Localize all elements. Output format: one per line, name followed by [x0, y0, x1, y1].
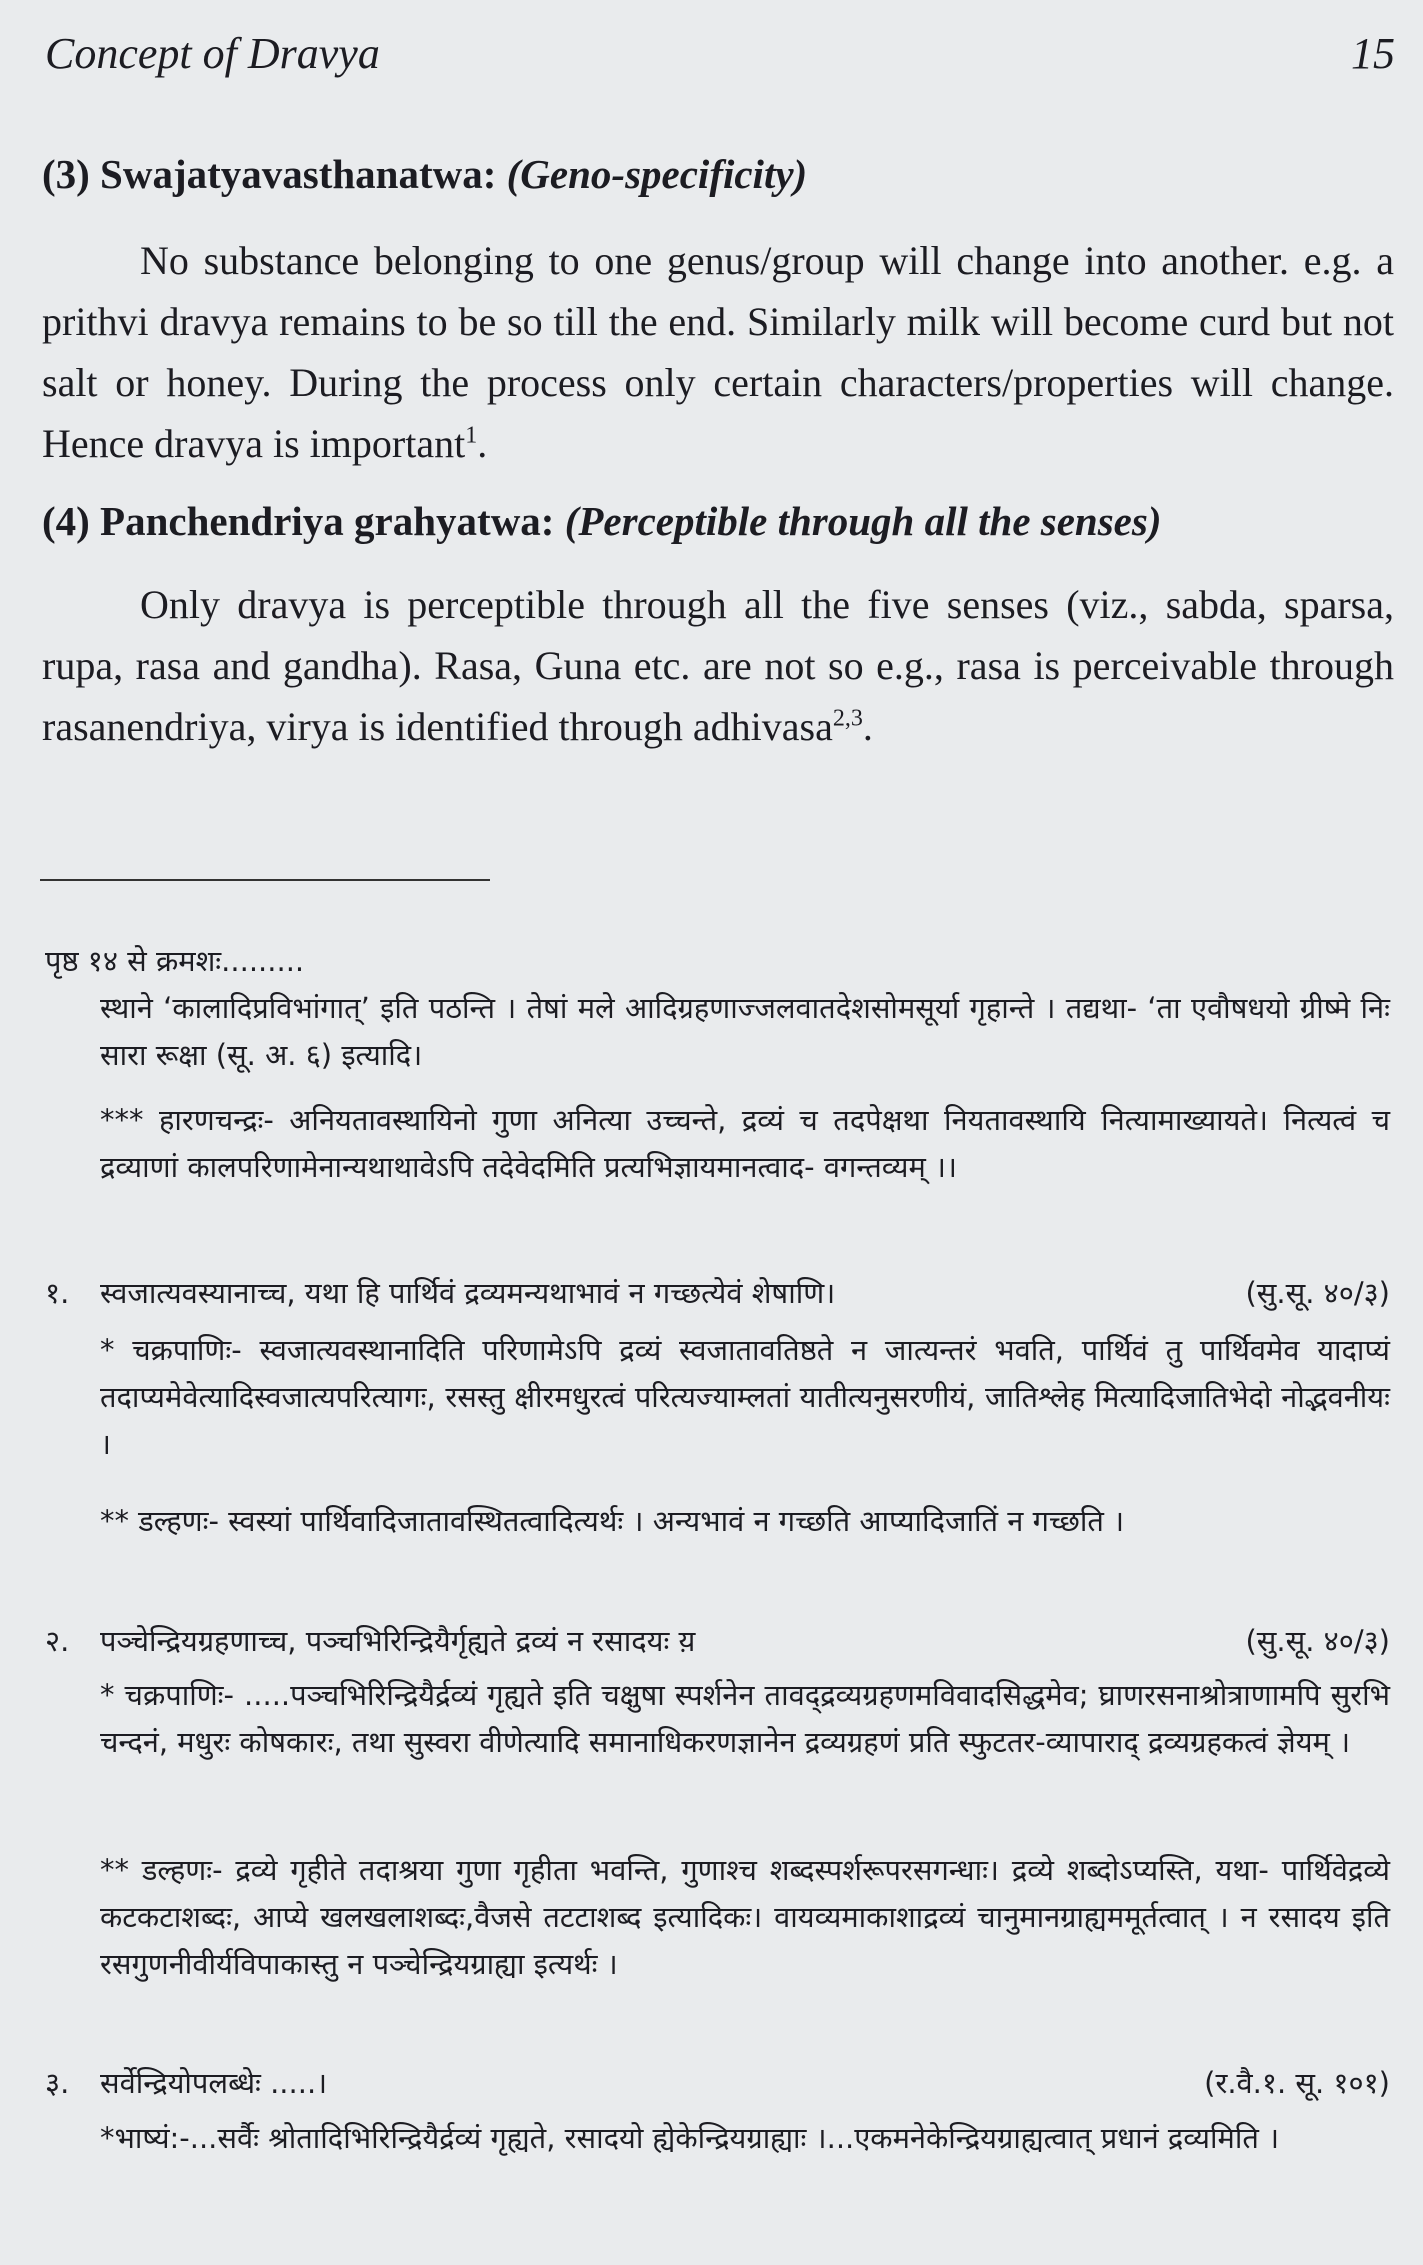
section-4-text: Only dravya is perceptible through all the five senses (viz., sabda, sparsa, rupa, rasa and gandha). Rasa, Guna etc. are not so e.g., rasa is perceivable through rasanendriya, virya is identified through adhivasa [42, 582, 1394, 749]
footnote-3-number: ३. [45, 2066, 70, 2100]
footnote-2-reference: (सु.सू. ४०/३) [1245, 1624, 1390, 1658]
footnote-3-reference: (र.वै.१. सू. १०१) [1204, 2066, 1390, 2100]
section-4-title: (4) Panchendriya grahyatwa: [42, 498, 565, 544]
section-4-heading [42, 497, 1394, 545]
commentary-haranachandra: *** हारणचन्द्रः- अनियतावस्थायिनो गुणा अनित्या उच्चन्ते, द्रव्यं च तदपेक्षथा नियतावस्थायि नित्यामाख्यायते। नित्यत्वं च द्रव्याणां कालपरिणामेनान्यथाथावेऽपि तदेवेदमिति प्रत्यभिज्ञायमानत्वाद- वगन्तव्यम् ।। [100, 1103, 1390, 1184]
page-header [45, 28, 1395, 98]
footnote-ref-2-3: 2,3 [832, 705, 863, 732]
footnote-3-text: सर्वेन्द्रियोपलब्धेः .....। [100, 2066, 328, 2100]
section-4-gloss: (Perceptible through all the senses) [564, 498, 1162, 544]
footnote-1 [45, 1270, 1390, 1317]
section-3-text: No substance belonging to one genus/group will change into another. e.g. a prithvi dravya remains to be so till the end. Similarly milk will become curd but not salt or honey. During the process only certain characters/properties will change. Hence dravya is important [42, 238, 1394, 466]
section-4-paragraph: Only dravya is perceptible through all the five senses (viz., sabda, sparsa, rupa, rasa and gandha). Rasa, Guna etc. are not so e.g., rasa is perceivable through rasanendriya, virya is identified through adhivasa$^{2,3}$. [42, 582, 1394, 749]
footnote-2-dalhana: ** डल्हणः- द्रव्ये गृहीते तदाश्रया गुणा गृहीता भवन्ति, गुणाश्च शब्दस्पर्शरूपरसगन्धाः। द्रव्ये शब्दोऽप्यस्ति, यथा- पार्थिवेद्रव्ये कटकटाशब्दः, आप्ये खलखलाशब्दः,वैजसे तटटाशब्द इत्यादिकः। वायव्यमाकाशाद्रव्यं चानुमानग्राह्यममूर्तत्वात् । न रसादय इति रसगुणनीवीर्यविपाकास्तु न पञ्चेन्द्रियग्राह्या इत्यर्थः । [100, 1853, 1390, 1981]
footnote-2-number: २. [45, 1624, 70, 1658]
running-head: Concept of Dravya [45, 29, 380, 78]
section-3-title: (3) Swajatyavasthanatwa: [42, 151, 507, 197]
footnote-1-text: स्वजात्यवस्यानाच्च, यथा हि पार्थिवं द्रव्यमन्यथाभावं न गच्छत्येवं शेषाणि। [100, 1276, 836, 1310]
section-3-gloss: (Geno-specificity) [506, 151, 808, 197]
footnote-ref-1: 1 [465, 422, 478, 449]
section-3-heading [42, 150, 1394, 198]
section-3-paragraph: No substance belonging to one genus/group will change into another. e.g. a prithvi dravya remains to be so till the end. Similarly milk will become curd but not salt or honey. During the process only certain characters/properties will change. Hence dravya is important$^1$. [42, 238, 1394, 466]
footnote-divider [40, 879, 490, 881]
continued-from-previous-page: पृष्ठ १४ से क्रमशः......... [45, 944, 305, 978]
footnote-1-number: १. [45, 1276, 70, 1310]
continued-footnote-text: स्थाने ‘कालादिप्रविभांगात्’ इति पठन्ति । तेषां मले आदिग्रहणाज्जलवातदेशसोमसूर्या गृहान्ते । तद्यथा- ‘ता एवौषधयो ग्रीष्मे निः सारा रूक्षा (सू. अ. ६) इत्यादि। [100, 991, 1390, 1072]
footnote-3 [45, 2060, 1390, 2107]
footnote-1-reference: (सु.सू. ४०/३) [1245, 1276, 1390, 1310]
footnote-1-chakrapani: * चक्रपाणिः- स्वजात्यवस्थानादिति परिणामेऽपि द्रव्यं स्वजातावतिष्ठते न जात्यन्तरं भवति, पार्थिवं तु पार्थिवमेव यादाप्यं तदाप्यमेवेत्यादिस्वजात्यपरित्यागः, रसस्तु क्षीरमधुरत्वं परित्यज्याम्लतां यातीत्यनुसरणीयं, जातिश्लेह मित्यादिजातिभेदो नोद्भवनीयः । [100, 1333, 1390, 1461]
footnote-2 [45, 1618, 1390, 1665]
footnote-3-bhashya: *भाष्यं:-...सर्वैः श्रोतादिभिरिन्द्रियैर्द्रव्यं गृह्यते, रसादयो ह्येकेन्द्रियग्राह्याः ।...एकमनेकेन्द्रियग्राह्यत्वात् प्रधानं द्रव्यमिति । [100, 2121, 1280, 2155]
footnote-2-text: पञ्चेन्द्रियग्रहणाच्च, पञ्चभिरिन्द्रियैर्गृह्यते द्रव्यं न रसादयः य़ [100, 1624, 696, 1658]
footnote-1-dalhana: ** डल्हणः- स्वस्यां पार्थिवादिजातावस्थितत्वादित्यर्थः । अन्यभावं न गच्छति आप्यादिजातिं न गच्छति । [100, 1504, 1125, 1538]
page-number: 15 [1351, 29, 1395, 78]
footnote-2-chakrapani: * चक्रपाणिः- .....पञ्चभिरिन्द्रियैर्द्रव्यं गृह्यते इति चक्षुषा स्पर्शनेन तावद्द्रव्यग्रहणमविवादसिद्धमेव; घ्राणरसनाश्रोत्राणामपि सुरभि चन्दनं, मधुरः कोषकारः, तथा सुस्वरा वीणेत्यादि समानाधिकरणज्ञानेन द्रव्यग्रहणं प्रति स्फुटतर-व्यापाराद् द्रव्यग्रहकत्वं ज्ञेयम् । [100, 1678, 1390, 1759]
